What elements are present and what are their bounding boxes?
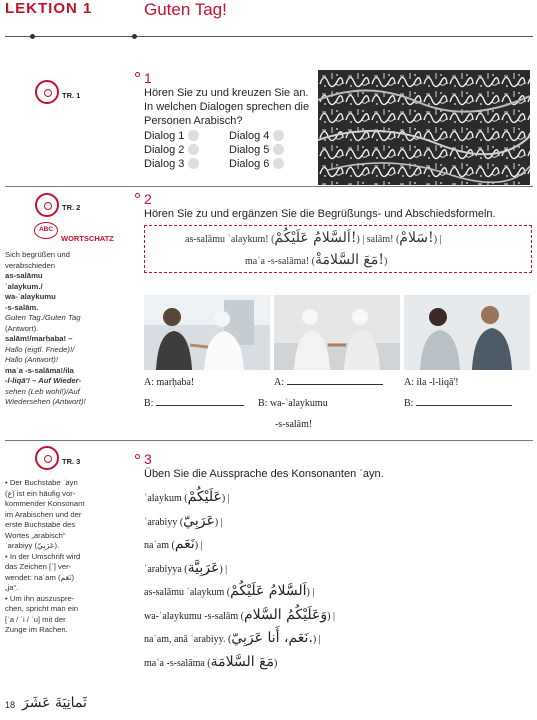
header-rule — [5, 36, 533, 37]
pronunciation-ar: نَعَم — [174, 536, 195, 552]
photo-2-line-b2: -s-salām! — [275, 419, 313, 430]
exercise-1-instruction — [144, 87, 314, 128]
instruction-line: Personen Arabisch? — [144, 114, 243, 127]
photo-3-line-b: B: — [404, 398, 512, 409]
arabic-calligraphy-image — [318, 70, 530, 185]
exercise-marker-3 — [135, 454, 140, 459]
pronunciation-ar: عَرَبِيّ — [183, 512, 215, 529]
note-line: • Der Buchstabe ʿayn — [5, 478, 78, 487]
pronunciation-end: ) | — [327, 610, 335, 622]
note-line: kommender Konsonant — [5, 499, 85, 508]
note-line: • Um ihn auszuspre- — [5, 593, 75, 603]
pronunciation-item — [144, 557, 529, 581]
pronunciation-lat: maʿa -s-salāma ( — [144, 657, 211, 669]
wortschatz-list — [5, 250, 127, 408]
pronunciation-lat: ʿarabiyya ( — [144, 563, 188, 575]
wortschatz-line: verabschieden — [5, 260, 56, 270]
pronunciation-end: ) | — [306, 587, 315, 598]
wortschatz-line: sehen (Leb wohl!)/Auf — [5, 386, 80, 396]
checkbox-circle[interactable] — [188, 144, 199, 155]
blank-field[interactable] — [287, 384, 383, 385]
wortschatz-line: as-salāmu — [5, 271, 43, 280]
track-label-2: TR. 2 — [62, 203, 81, 212]
dialog-item-4[interactable]: Dialog 4 — [229, 130, 284, 144]
note-line: [ʿa / ʿi / ʿu] mit der — [5, 614, 66, 624]
exercise-marker-1 — [135, 72, 140, 77]
word-box-line-2: maʿa -s-salāma! (مَعَ السَّلامَةْ!) — [245, 252, 388, 268]
ex3-notes — [5, 478, 127, 636]
cd-icon[interactable] — [35, 446, 59, 470]
exercise-3-instruction: Üben Sie die Aussprache des Konsonanten ʿayn. — [144, 468, 384, 480]
checkbox-circle[interactable] — [188, 130, 199, 141]
pronunciation-item — [144, 533, 529, 557]
dialog-item-5[interactable]: Dialog 5 — [229, 144, 284, 158]
note-line: erste Buchstabe des — [5, 520, 76, 529]
page-number-arabic: ثَمانِيَةَ عَشَرَ — [22, 695, 87, 711]
note-line: wendet: naʿam (نَعَم) — [5, 572, 75, 582]
section-rule — [5, 440, 533, 441]
pronunciation-ar: عَرَبِيَّة — [187, 559, 220, 576]
pronunciation-ar: اَلسَّلامُ عَلَيْكُمْ — [230, 583, 307, 599]
photo-greeting-3 — [404, 295, 530, 370]
wortschatz-line: Sich begrüßen und — [5, 250, 70, 259]
pronunciation-end: ) — [274, 657, 278, 669]
pronunciation-end: ) | — [221, 493, 230, 504]
exercise-number-3: 3 — [144, 451, 152, 467]
page-number: 18 — [5, 700, 16, 710]
exercise-marker-2 — [135, 193, 140, 198]
note-line: • In der Umschrift wird — [5, 551, 81, 561]
wortschatz-line: (Antwort). — [5, 323, 39, 333]
photo-1-line-b: B: — [144, 398, 244, 409]
exercise-number-1: 1 — [144, 70, 152, 86]
photo-greeting-1 — [144, 295, 270, 370]
cd-icon[interactable] — [35, 80, 59, 104]
pronunciation-end: ) | — [214, 516, 223, 528]
lesson-label: LEKTION 1 — [5, 0, 93, 17]
note-line: Zunge im Rachen. — [5, 625, 68, 634]
blank-field[interactable] — [156, 405, 244, 406]
page-title: Guten Tag! — [144, 0, 227, 19]
wortschatz-line: -l-liqā'! – Auf Wieder- — [5, 376, 82, 385]
exercise-number-2: 2 — [144, 191, 152, 207]
note-line: das Zeichen [ʿ] ver- — [5, 562, 72, 571]
instruction-line: In welchen Dialogen sprechen die — [144, 100, 310, 113]
word-box — [144, 225, 532, 273]
header-rule-dot — [30, 34, 35, 39]
pronunciation-end: ) | — [312, 634, 321, 645]
section-rule — [5, 186, 533, 187]
cd-icon[interactable] — [35, 193, 59, 217]
pronunciation-lat: naʿam, anā ʿarabiyy. ( — [144, 634, 232, 645]
checkbox-circle[interactable] — [273, 158, 284, 169]
wortschatz-line: salām!/marḥaba! – — [5, 334, 73, 343]
track-label-3: TR. 3 — [62, 457, 81, 466]
note-line: ʿarabiyy (عَرَبِيّ). — [5, 541, 60, 550]
wortschatz-line: ʿalaykum./ — [5, 281, 43, 291]
pronunciation-ar: نَعَم، أَنا عَرَبِيّ. — [231, 630, 313, 646]
pronunciation-item — [144, 510, 529, 534]
pronunciation-end: ) | — [219, 563, 228, 575]
word-box-line-1: as-salāmu ʿalaykum! (اَلسَّلامُ عَلَيْكُمْ!) | salām! (سَلامْ!) | — [185, 230, 442, 246]
dialog-item-6[interactable]: Dialog 6 — [229, 158, 284, 172]
note-line: im Arabischen und der — [5, 509, 82, 519]
pronunciation-lat: naʿam ( — [144, 540, 175, 551]
pronunciation-item — [144, 580, 529, 604]
pronunciation-ar: عَلَيْكُمْ — [187, 489, 222, 505]
photo-2-line-b: B: wa-ʿalaykumu — [258, 398, 328, 409]
pronunciation-item — [144, 486, 529, 510]
pronunciation-lat: wa-ʿalaykumu -s-salām ( — [144, 610, 244, 622]
pronunciation-list — [144, 486, 529, 674]
pronunciation-lat: ʿalaykum ( — [144, 493, 188, 504]
wortschatz-line: wa-ʿalaykumu — [5, 292, 56, 301]
pronunciation-item — [144, 651, 529, 675]
header-rule-dot — [132, 34, 137, 39]
pronunciation-item — [144, 627, 529, 651]
note-line: „ja“. — [5, 583, 19, 592]
pronunciation-ar: وَعَلَيْكُمُ السَّلام — [243, 606, 328, 623]
track-label-1: TR. 1 — [62, 91, 81, 100]
note-line: chen, spricht man ein — [5, 604, 79, 613]
checkbox-circle[interactable] — [188, 158, 199, 169]
wortschatz-title: WORTSCHATZ — [61, 234, 114, 243]
blank-field[interactable] — [416, 405, 512, 406]
dialog-item-2[interactable]: Dialog 2 — [144, 144, 199, 158]
pronunciation-lat: as-salāmu ʿalaykum ( — [144, 587, 231, 598]
photo-2-line-a: A: — [274, 377, 383, 388]
checkbox-circle[interactable] — [273, 130, 284, 141]
note-line: Wortes „arabisch“ — [5, 530, 66, 540]
pronunciation-item — [144, 604, 529, 628]
note-line: (ع) ist ein häufig vor- — [5, 488, 76, 498]
pronunciation-lat: ʿarabiyy ( — [144, 516, 184, 528]
checkbox-circle[interactable] — [273, 144, 284, 155]
photo-greeting-2 — [274, 295, 400, 370]
wortschatz-line: Hallo (eigtl. Friede)!/ — [5, 344, 75, 354]
dialog-item-1[interactable]: Dialog 1 — [144, 130, 199, 144]
photo-1-line-a: A: marḥaba! — [144, 377, 195, 388]
photo-3-line-a: A: ila -l-liqā'! — [404, 377, 459, 388]
wortschatz-line: Hallo (Antwort)! — [5, 355, 58, 364]
instruction-line: Hören Sie zu und kreuzen Sie an. — [144, 87, 309, 99]
dialog-item-3[interactable]: Dialog 3 — [144, 158, 199, 172]
wortschatz-line: -s-salām. — [5, 302, 39, 312]
wortschatz-line: maʿa -s-salāma!/ila — [5, 365, 74, 375]
exercise-2-instruction: Hören Sie zu und ergänzen Sie die Begrüßungs- und Abschiedsformeln. — [144, 208, 496, 220]
pronunciation-end: ) | — [194, 540, 203, 551]
wortschatz-line: Guten Tag./Guten Tag — [5, 313, 81, 322]
pronunciation-ar: مَعَ السَّلامَة — [210, 653, 275, 670]
abc-badge-icon: ABC — [34, 222, 58, 239]
wortschatz-line: Wiedersehen (Antwort)! — [5, 397, 86, 406]
